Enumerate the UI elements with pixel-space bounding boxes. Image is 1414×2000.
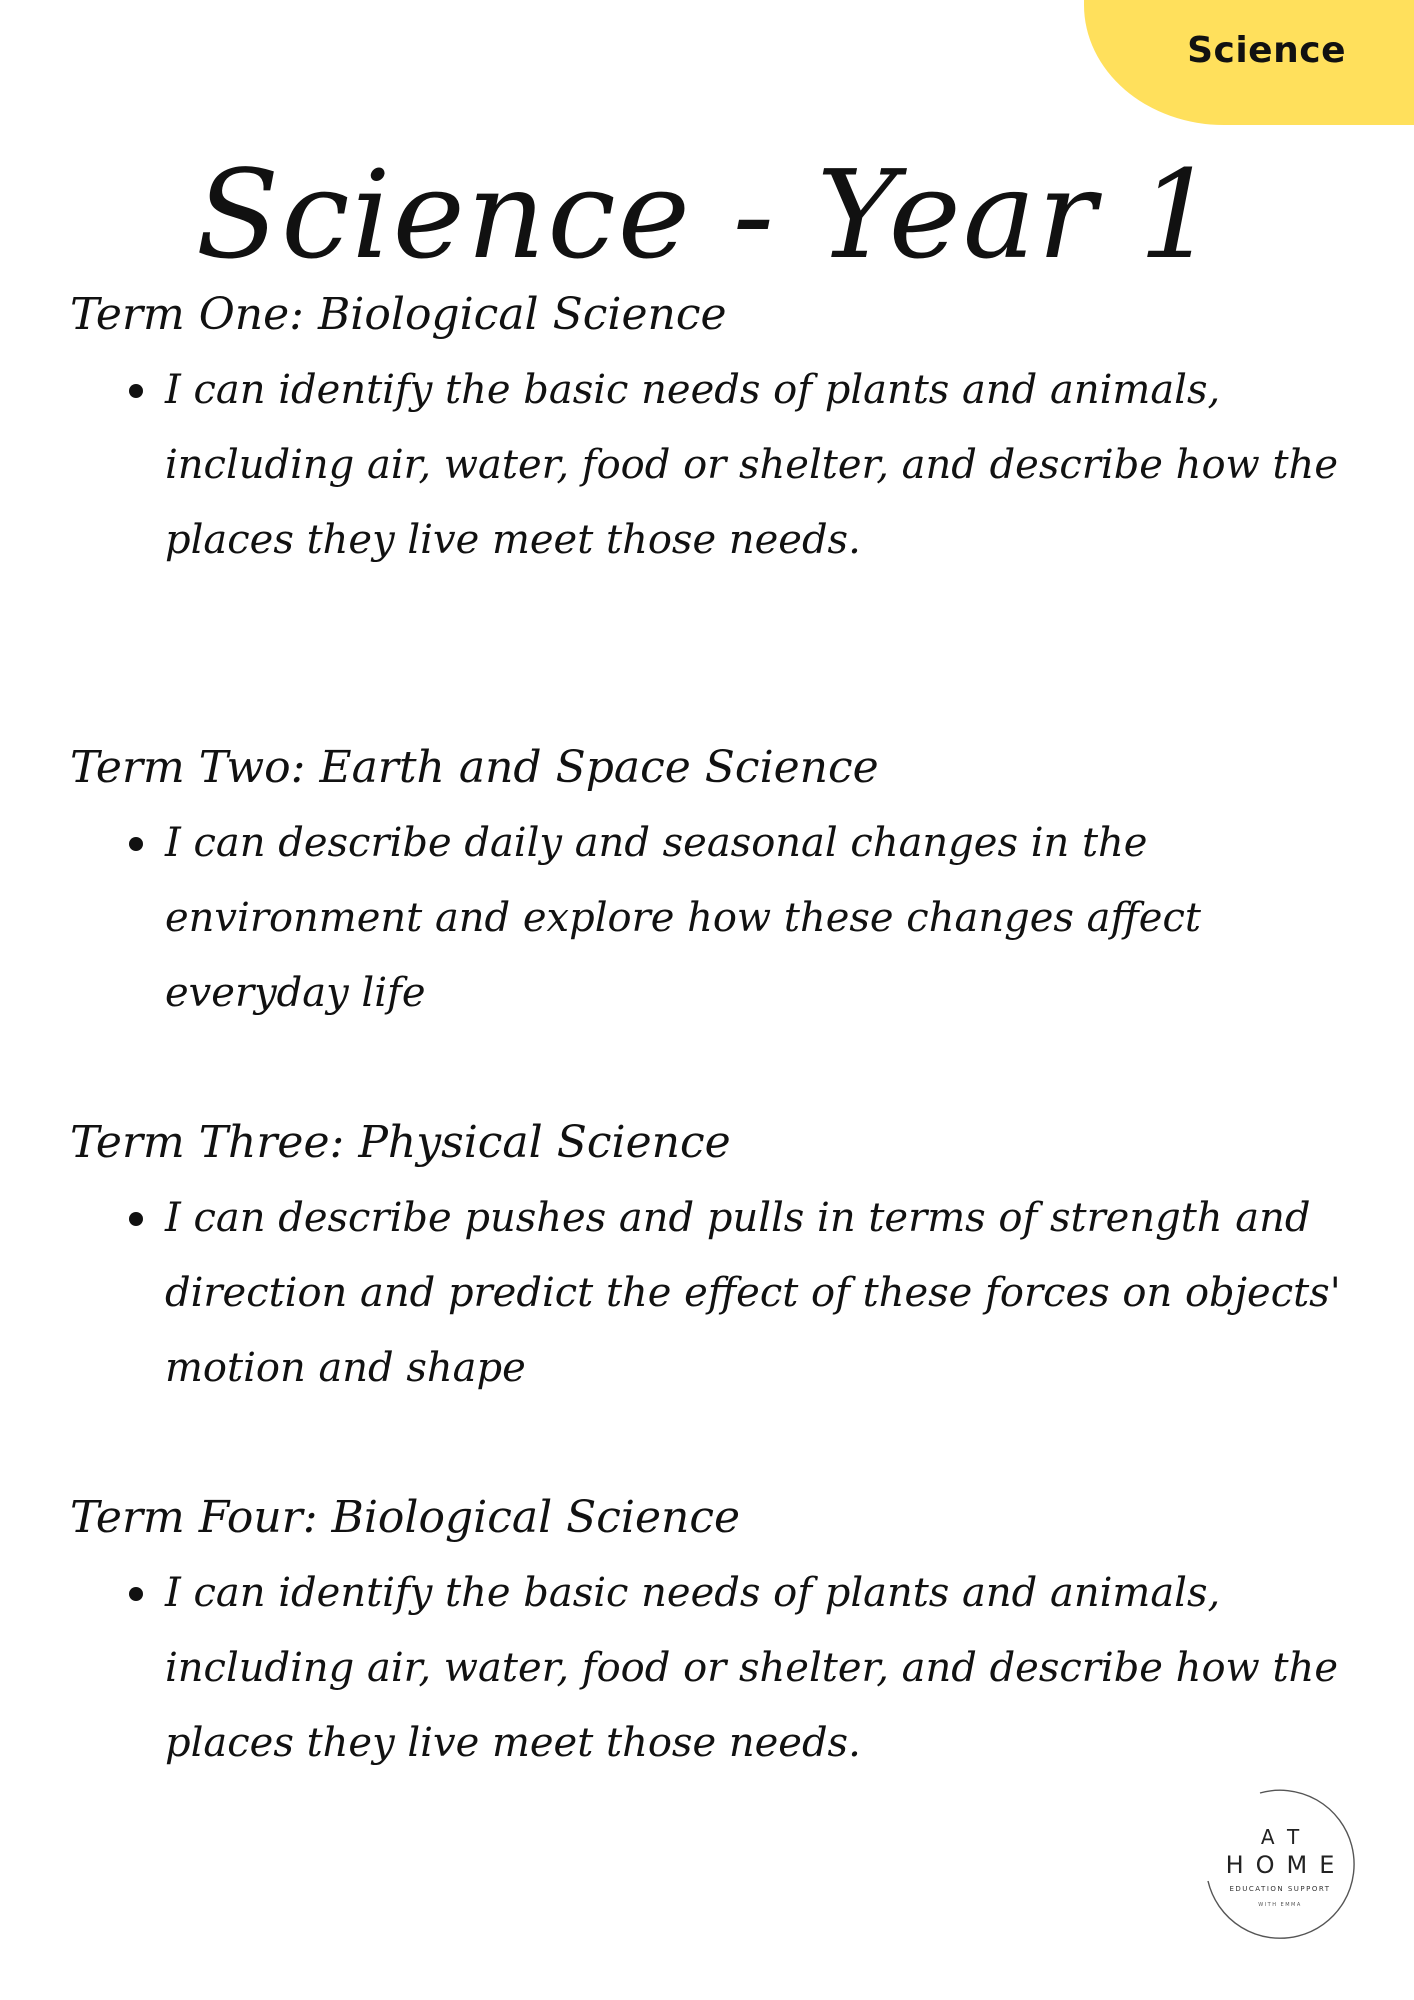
bullet-icon: [129, 1212, 143, 1226]
term-four-heading: Term Four: Biological Science: [70, 1492, 741, 1543]
term-one-section: [70, 285, 1350, 578]
list-item-text: I can describe pushes and pulls in terms of strength and direction and predict the effect of these forces on objects' motion and shape: [165, 1195, 1341, 1391]
bullet-icon: [129, 1587, 143, 1601]
brand-logo: [1200, 1785, 1360, 1945]
list-item: [165, 806, 1350, 1031]
list-item: [165, 1556, 1350, 1781]
logo-home-text: HOME: [1225, 1851, 1347, 1879]
bullet-icon: [129, 837, 143, 851]
term-two-section: [70, 738, 1350, 1031]
term-two-heading: Term Two: Earth and Space Science: [70, 742, 879, 793]
list-item-text: I can describe daily and seasonal changes in the environment and explore how these changes affect everyday life: [165, 820, 1201, 1016]
bullet-icon: [129, 384, 143, 398]
term-two-list: [70, 806, 1350, 1031]
logo-subtitle-2: WITH EMMA: [1258, 1902, 1302, 1908]
term-one-list: [70, 353, 1350, 578]
page-title: Science - Year 1: [195, 143, 1219, 286]
logo-subtitle: EDUCATION SUPPORT: [1229, 1885, 1331, 1893]
term-four-section: [70, 1488, 1350, 1781]
term-three-heading: Term Three: Physical Science: [70, 1117, 731, 1168]
subject-tab-label: Science: [1187, 30, 1346, 71]
term-three-section: [70, 1113, 1350, 1406]
logo-at-text: AT: [1260, 1825, 1314, 1849]
list-item-text: I can identify the basic needs of plants and animals, including air, water, food or shelter, and describe how the places they live meet those needs.: [165, 367, 1338, 563]
term-three-list: [70, 1181, 1350, 1406]
list-item: [165, 353, 1350, 578]
list-item: [165, 1181, 1350, 1406]
list-item-text: I can identify the basic needs of plants and animals, including air, water, food or shelter, and describe how the places they live meet those needs.: [165, 1570, 1338, 1766]
term-one-heading: Term One: Biological Science: [70, 289, 727, 340]
term-four-list: [70, 1556, 1350, 1781]
